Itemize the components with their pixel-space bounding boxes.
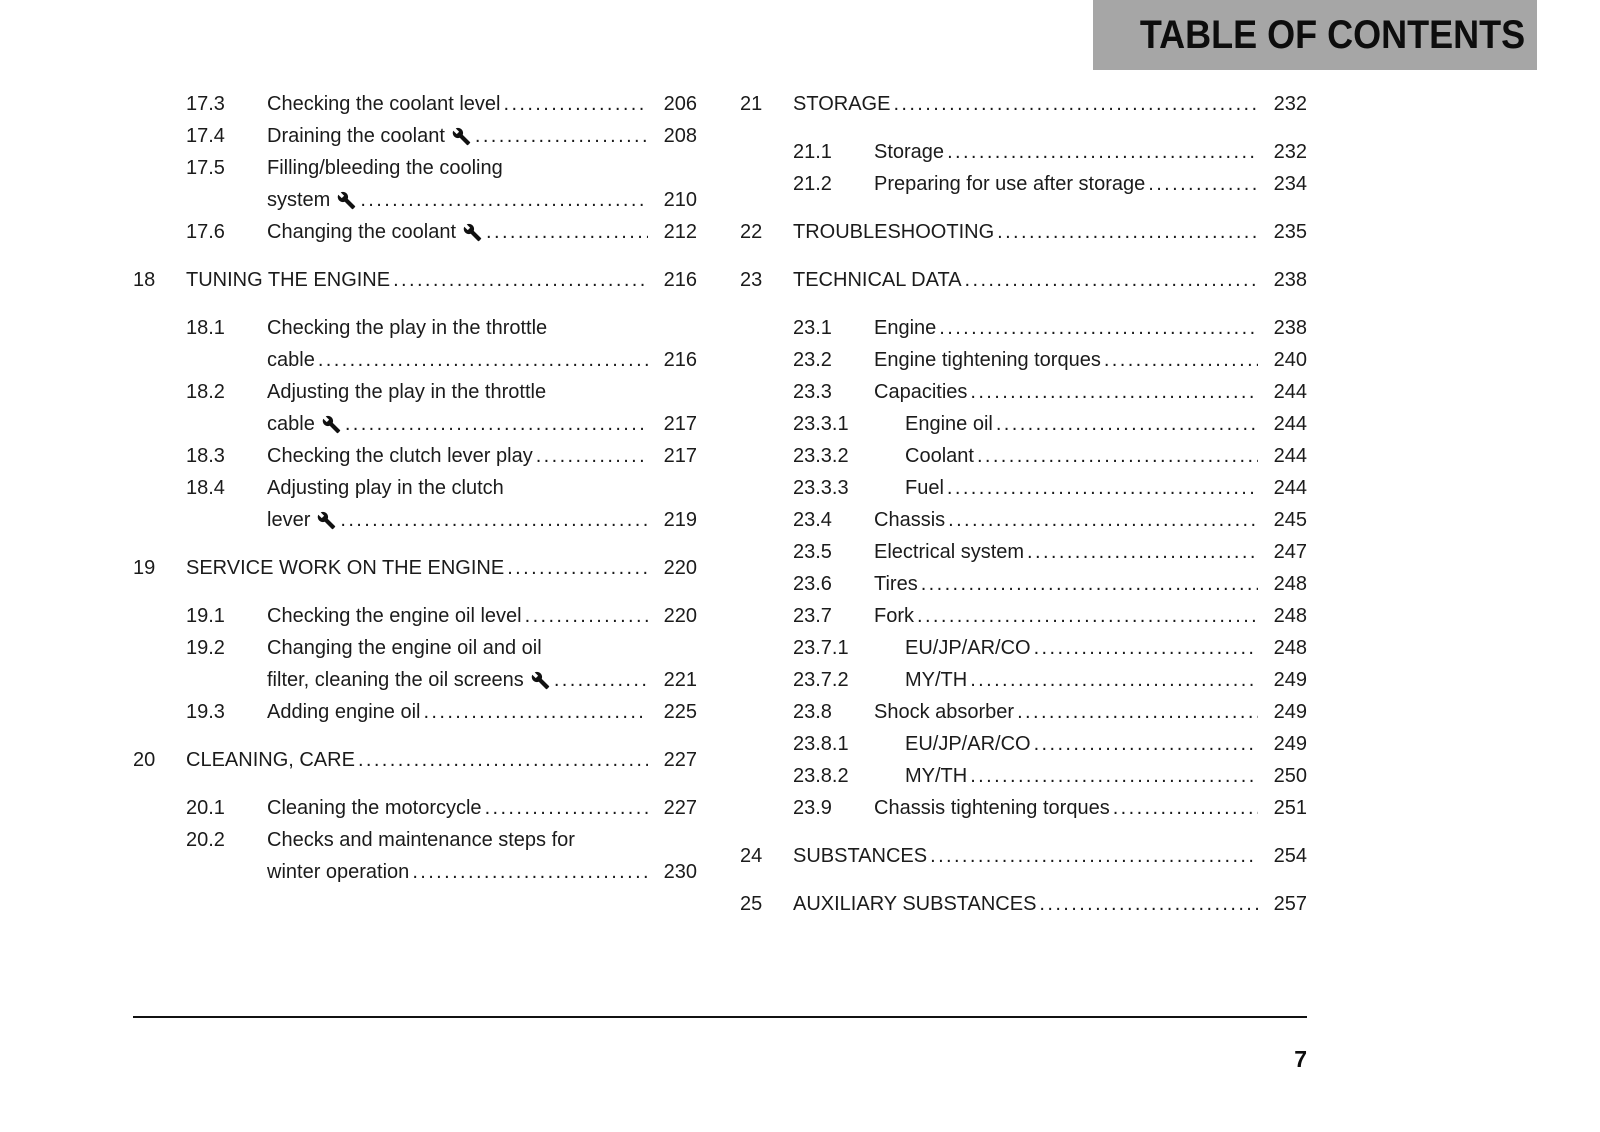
entry-page-number: 245 [1273, 509, 1307, 531]
toc-entry[interactable] [740, 136, 1307, 168]
toc-entry-line [793, 760, 1307, 792]
entry-title: Preparing for use after storage [874, 173, 1146, 195]
entry-number: 19.1 [186, 605, 225, 627]
toc-entry-line [186, 824, 697, 856]
entry-number: 17.4 [186, 125, 225, 147]
wrench-icon [322, 415, 341, 434]
toc-entry-line [793, 536, 1307, 568]
header-band [1093, 0, 1537, 70]
entry-title: Fuel [905, 477, 944, 499]
entry-title: Chassis tightening torques [874, 797, 1110, 819]
toc-entry-line [186, 120, 697, 152]
toc-entry-line [133, 264, 697, 296]
dot-leader [921, 568, 1258, 600]
dot-leader [965, 264, 1258, 296]
toc-entry[interactable] [740, 504, 1307, 536]
entry-title: SUBSTANCES [793, 845, 928, 867]
entry-title: system [267, 189, 331, 211]
dot-leader [554, 664, 648, 696]
entry-title: Adjusting the play in the throttle [267, 381, 547, 403]
toc-entry[interactable] [740, 536, 1307, 568]
toc-entry-line [793, 632, 1307, 664]
entry-number: 24 [740, 845, 763, 867]
dot-leader [1027, 536, 1258, 568]
toc-entry-line [793, 312, 1307, 344]
entry-page-number: 240 [1273, 349, 1307, 371]
toc-entry-line [740, 840, 1307, 872]
entry-page-number: 220 [663, 557, 697, 579]
toc-entry[interactable] [740, 344, 1307, 376]
entry-number: 23.3.1 [793, 413, 849, 435]
entry-number: 23.1 [793, 317, 832, 339]
toc-entry-line [793, 792, 1307, 824]
toc-entry[interactable] [133, 472, 697, 536]
toc-entry[interactable] [740, 792, 1307, 824]
entry-number: 23.9 [793, 797, 832, 819]
entry-number: 23.5 [793, 541, 832, 563]
wrench-icon [452, 127, 471, 146]
entry-number: 19.3 [186, 701, 225, 723]
toc-entry-line [793, 408, 1307, 440]
entry-title: Chassis [874, 509, 946, 531]
toc-entry[interactable] [133, 152, 697, 216]
dot-leader [525, 600, 648, 632]
entry-page-number: 217 [663, 413, 697, 435]
entry-page-number: 220 [663, 605, 697, 627]
entry-page-number: 249 [1273, 733, 1307, 755]
entry-page-number: 216 [663, 269, 697, 291]
toc-entry-line [186, 184, 697, 216]
toc-entry-line [186, 88, 697, 120]
dot-leader [947, 136, 1258, 168]
toc-entry-line [793, 440, 1307, 472]
entry-page-number: 234 [1273, 173, 1307, 195]
toc-entry[interactable] [133, 696, 697, 728]
entry-page-number: 227 [663, 749, 697, 771]
dot-leader [475, 120, 648, 152]
entry-title: TROUBLESHOOTING [793, 221, 995, 243]
toc-entry-line [186, 216, 697, 248]
entry-title: Checking the engine oil level [267, 605, 522, 627]
toc-chapter-entry[interactable] [133, 744, 697, 776]
toc-entry[interactable] [740, 664, 1307, 696]
toc-entry-line [740, 264, 1307, 296]
entry-page-number: 244 [1273, 413, 1307, 435]
toc-chapter-entry[interactable] [740, 840, 1307, 872]
dot-leader [1113, 792, 1258, 824]
toc-entry-line [186, 600, 697, 632]
dot-leader [930, 840, 1258, 872]
dot-leader [503, 88, 648, 120]
entry-number: 25 [740, 893, 763, 915]
toc-entry-line [186, 152, 697, 184]
entry-title: filter, cleaning the oil screens [267, 669, 524, 691]
dot-leader [318, 344, 648, 376]
dot-leader [358, 744, 648, 776]
entry-page-number: 254 [1273, 845, 1307, 867]
toc-entry-line [186, 344, 697, 376]
entry-number: 18.3 [186, 445, 225, 467]
toc-entry-line [186, 376, 697, 408]
entry-title: TECHNICAL DATA [793, 269, 962, 291]
dot-leader [486, 216, 648, 248]
dot-leader [412, 856, 648, 888]
toc-column-left [133, 88, 697, 936]
toc-entry[interactable] [740, 632, 1307, 664]
entry-page-number: 212 [663, 221, 697, 243]
entry-page-number: 235 [1273, 221, 1307, 243]
entry-title: MY/TH [905, 765, 968, 787]
toc-chapter-entry[interactable] [740, 216, 1307, 248]
dot-leader [360, 184, 648, 216]
entry-page-number: 249 [1273, 701, 1307, 723]
entry-page-number: 232 [1273, 93, 1307, 115]
toc-entry-line [793, 696, 1307, 728]
toc-entry-line [186, 664, 697, 696]
entry-page-number: 210 [663, 189, 697, 211]
entry-number: 17.5 [186, 157, 225, 179]
toc-entry-line [186, 856, 697, 888]
entry-title: SERVICE WORK ON THE ENGINE [186, 557, 505, 579]
toc-entry-line [186, 472, 697, 504]
entry-page-number: 248 [1273, 573, 1307, 595]
dot-leader [1034, 632, 1258, 664]
entry-page-number: 221 [663, 669, 697, 691]
entry-title: Capacities [874, 381, 968, 403]
dot-leader [1104, 344, 1258, 376]
toc-entry[interactable] [740, 168, 1307, 200]
dot-leader [1017, 696, 1258, 728]
toc-entry[interactable] [133, 824, 697, 888]
toc-entry-line [793, 136, 1307, 168]
entry-title: Fork [874, 605, 914, 627]
toc-columns [133, 88, 1307, 936]
entry-page-number: 232 [1273, 141, 1307, 163]
toc-entry-line [793, 504, 1307, 536]
wrench-icon [337, 191, 356, 210]
entry-title: Checking the clutch lever play [267, 445, 533, 467]
toc-entry[interactable] [740, 376, 1307, 408]
entry-page-number: 251 [1273, 797, 1307, 819]
entry-number: 18.1 [186, 317, 225, 339]
entry-number: 23.2 [793, 349, 832, 371]
footer-rule [133, 1016, 1307, 1018]
toc-entry[interactable] [740, 728, 1307, 760]
dot-leader [917, 600, 1258, 632]
toc-entry-line [740, 216, 1307, 248]
entry-title: EU/JP/AR/CO [905, 733, 1031, 755]
dot-leader [893, 88, 1258, 120]
wrench-icon [463, 223, 482, 242]
page-title: TABLE OF CONTENTS [1139, 12, 1525, 57]
dot-leader [1039, 888, 1258, 920]
entry-title: cable [267, 413, 315, 435]
entry-page-number: 247 [1273, 541, 1307, 563]
toc-entry-line [793, 600, 1307, 632]
toc-entry[interactable] [740, 568, 1307, 600]
entry-title: cable [267, 349, 315, 371]
entry-number: 20.2 [186, 829, 225, 851]
toc-chapter-entry[interactable] [740, 264, 1307, 296]
entry-title: AUXILIARY SUBSTANCES [793, 893, 1037, 915]
wrench-icon [317, 511, 336, 530]
toc-entry[interactable] [133, 312, 697, 376]
toc-entry-line [133, 744, 697, 776]
toc-entry-line [793, 728, 1307, 760]
toc-chapter-entry[interactable] [740, 888, 1307, 920]
entry-number: 23.8.2 [793, 765, 849, 787]
entry-number: 21 [740, 93, 763, 115]
dot-leader [393, 264, 648, 296]
toc-entry-line [793, 168, 1307, 200]
dot-leader [485, 792, 648, 824]
entry-number: 19.2 [186, 637, 225, 659]
dot-leader [970, 376, 1258, 408]
entry-number: 18 [133, 269, 156, 291]
toc-chapter-entry[interactable] [133, 264, 697, 296]
entry-title: Changing the engine oil and oil [267, 637, 542, 659]
entry-page-number: 219 [663, 509, 697, 531]
toc-entry[interactable] [133, 440, 697, 472]
toc-entry-line [186, 696, 697, 728]
dot-leader [996, 408, 1258, 440]
dot-leader [997, 216, 1258, 248]
toc-entry[interactable] [740, 312, 1307, 344]
entry-title: Engine [874, 317, 937, 339]
toc-entry-line [793, 376, 1307, 408]
entry-number: 20.1 [186, 797, 225, 819]
entry-page-number: 250 [1273, 765, 1307, 787]
toc-entry-line [740, 88, 1307, 120]
entry-page-number: 230 [663, 861, 697, 883]
entry-page-number: 244 [1273, 445, 1307, 467]
entry-number: 17.3 [186, 93, 225, 115]
dot-leader [340, 504, 648, 536]
entry-page-number: 238 [1273, 317, 1307, 339]
page-number: 7 [1294, 1046, 1307, 1072]
entry-page-number: 244 [1273, 477, 1307, 499]
entry-page-number: 217 [663, 445, 697, 467]
entry-title: Tires [874, 573, 918, 595]
entry-title: Checking the coolant level [267, 93, 501, 115]
dot-leader [1034, 728, 1258, 760]
entry-number: 21.2 [793, 173, 832, 195]
dot-leader [536, 440, 648, 472]
toc-entry[interactable] [133, 120, 697, 152]
entry-page-number: 257 [1273, 893, 1307, 915]
toc-chapter-entry[interactable] [740, 88, 1307, 120]
entry-title: lever [267, 509, 311, 531]
entry-number: 23.8.1 [793, 733, 849, 755]
toc-entry[interactable] [133, 376, 697, 440]
toc-entry[interactable] [133, 600, 697, 632]
entry-title: STORAGE [793, 93, 891, 115]
toc-entry-line [133, 552, 697, 584]
entry-page-number: 248 [1273, 605, 1307, 627]
dot-leader [1148, 168, 1258, 200]
entry-number: 23 [740, 269, 763, 291]
toc-entry[interactable] [740, 760, 1307, 792]
entry-title: TUNING THE ENGINE [186, 269, 391, 291]
dot-leader [345, 408, 648, 440]
toc-entry[interactable] [740, 696, 1307, 728]
toc-entry-line [793, 472, 1307, 504]
entry-page-number: 238 [1273, 269, 1307, 291]
toc-entry[interactable] [133, 88, 697, 120]
entry-number: 18.2 [186, 381, 225, 403]
toc-entry-line [793, 568, 1307, 600]
entry-title: Changing the coolant [267, 221, 457, 243]
entry-number: 23.3.2 [793, 445, 849, 467]
entry-page-number: 225 [663, 701, 697, 723]
entry-title: Filling/bleeding the cooling [267, 157, 503, 179]
entry-page-number: 227 [663, 797, 697, 819]
entry-title: EU/JP/AR/CO [905, 637, 1031, 659]
dot-leader [507, 552, 648, 584]
entry-title: Electrical system [874, 541, 1025, 563]
entry-page-number: 208 [663, 125, 697, 147]
entry-title: Cleaning the motorcycle [267, 797, 482, 819]
dot-leader [423, 696, 648, 728]
dot-leader [939, 312, 1258, 344]
dot-leader [977, 440, 1258, 472]
entry-number: 23.7.1 [793, 637, 849, 659]
toc-entry-line [186, 408, 697, 440]
entry-title: CLEANING, CARE [186, 749, 355, 771]
toc-entry-line [793, 664, 1307, 696]
toc-entry-line [186, 440, 697, 472]
toc-entry-line [186, 632, 697, 664]
entry-number: 20 [133, 749, 156, 771]
entry-number: 23.8 [793, 701, 832, 723]
toc-entry[interactable] [740, 408, 1307, 440]
entry-number: 18.4 [186, 477, 225, 499]
toc-entry[interactable] [133, 792, 697, 824]
entry-page-number: 248 [1273, 637, 1307, 659]
entry-title: Adjusting play in the clutch [267, 477, 504, 499]
dot-leader [970, 760, 1258, 792]
dot-leader [947, 472, 1258, 504]
toc-entry-line [186, 312, 697, 344]
entry-title: Adding engine oil [267, 701, 421, 723]
entry-number: 17.6 [186, 221, 225, 243]
entry-number: 23.7 [793, 605, 832, 627]
toc-chapter-entry[interactable] [133, 552, 697, 584]
dot-leader [948, 504, 1258, 536]
entry-title: winter operation [267, 861, 410, 883]
entry-number: 21.1 [793, 141, 832, 163]
toc-column-right [740, 88, 1307, 936]
entry-number: 23.3.3 [793, 477, 849, 499]
entry-number: 22 [740, 221, 763, 243]
entry-page-number: 244 [1273, 381, 1307, 403]
entry-number: 23.4 [793, 509, 832, 531]
toc-entry-line [186, 504, 697, 536]
entry-title: Storage [874, 141, 945, 163]
entry-number: 23.6 [793, 573, 832, 595]
entry-page-number: 249 [1273, 669, 1307, 691]
entry-number: 19 [133, 557, 156, 579]
wrench-icon [531, 671, 550, 690]
entry-title: Draining the coolant [267, 125, 445, 147]
entry-title: Checking the play in the throttle [267, 317, 548, 339]
toc-entry-line [740, 888, 1307, 920]
dot-leader [970, 664, 1258, 696]
entry-page-number: 206 [663, 93, 697, 115]
entry-title: Engine oil [905, 413, 993, 435]
entry-title: Coolant [905, 445, 974, 467]
toc-entry[interactable] [133, 632, 697, 696]
entry-number: 23.7.2 [793, 669, 849, 691]
toc-entry[interactable] [740, 472, 1307, 504]
toc-entry-line [186, 792, 697, 824]
entry-title: MY/TH [905, 669, 968, 691]
toc-entry-line [793, 344, 1307, 376]
toc-entry[interactable] [740, 440, 1307, 472]
entry-title: Checks and maintenance steps for [267, 829, 575, 851]
entry-title: Engine tightening torques [874, 349, 1101, 371]
toc-entry[interactable] [740, 600, 1307, 632]
entry-title: Shock absorber [874, 701, 1015, 723]
entry-number: 23.3 [793, 381, 832, 403]
toc-entry[interactable] [133, 216, 697, 248]
entry-page-number: 216 [663, 349, 697, 371]
